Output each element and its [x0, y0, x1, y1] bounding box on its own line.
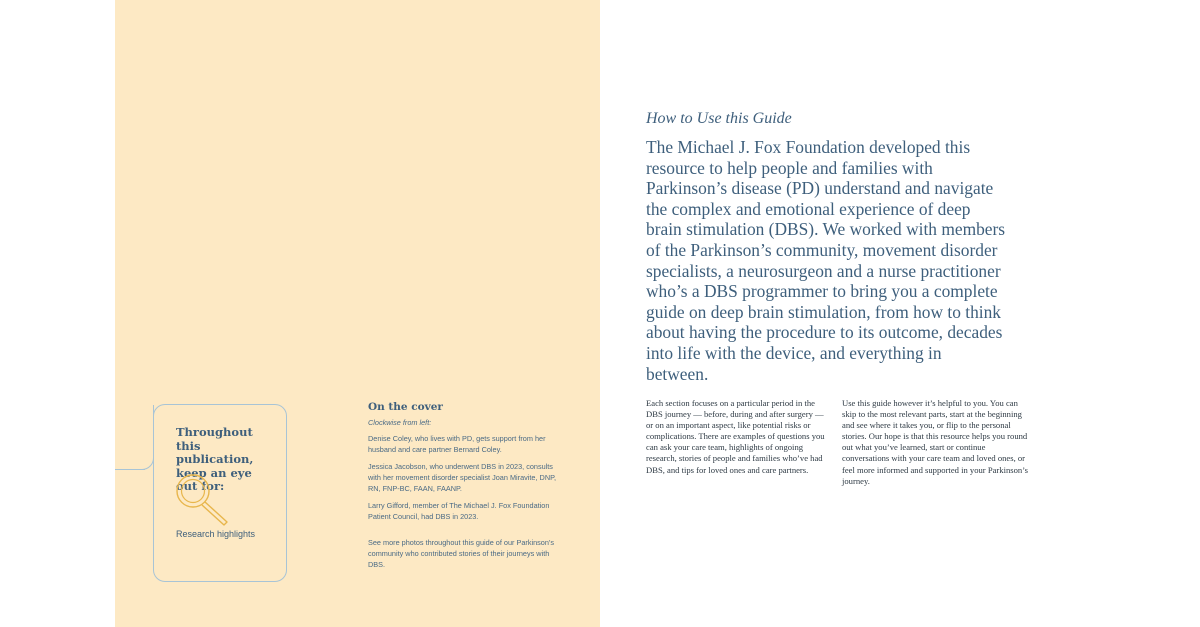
callout-title: Throughout this publication, keep an eye out for: [176, 425, 254, 493]
more-photos-note: See more photos throughout this guide of our Parkinson’s community who contributed stories of their journeys with DBS. [368, 538, 555, 569]
cover-caption: Denise Coley, who lives with PD, gets support from her husband and care partner Bernard Coley. [368, 434, 546, 454]
cover-caption: Jessica Jacobson, who underwent DBS in 2023, consults with her movement disorder specialist Joan Miravite, DNP, RN, FNP-BC, FAAN, FAANP. [368, 462, 557, 493]
guide-heading: How to Use this Guide [646, 110, 792, 127]
callout-box [153, 404, 287, 582]
callout-label: Research highlights [176, 529, 256, 539]
guide-lead-paragraph: The Michael J. Fox Foundation developed this resource to help people and families with Parkinson’s disease (PD) understand and navigate the complex and emotional experience of deep brain stimulation (DBS). We worked with members of the Parkinson’s community, movement disorder specialists, a neurosurgeon and a nurse practitioner who’s a DBS programmer to bring you a complete guide on deep brain stimulation, from how to think about having the procedure to its outcome, decades into life with the device, and everything in between. [646, 137, 1006, 384]
body-column-1: Each section focuses on a particular period in the DBS journey — before, during and after surgery — or on an important aspect, like potential risks or complications. There are examples of questions you can ask your care team, highlights of ongoing research, stories of people and families who’ve had DBS, and tips for loved ones and care partners. [646, 398, 825, 475]
cover-subtitle: Clockwise from left: [368, 418, 432, 427]
cover-caption: Larry Gifford, member of The Michael J. Fox Foundation Patient Council, had DBS in 2023. [368, 501, 550, 521]
body-column-2: Use this guide however it’s helpful to you. You can skip to the most relevant parts, start at the beginning and see where it takes you, or flip to the personal stories. Our hope is that this resource helps you round out what you’ve learned, start or continue conversations with your care team and loved ones, or feel more informed and supported in your Parkinson’s journey. [842, 398, 1028, 486]
magnifier-icon [174, 472, 232, 528]
cover-captions [368, 401, 558, 576]
cover-title: On the cover [368, 401, 443, 413]
callout-connector-curve [130, 405, 154, 470]
